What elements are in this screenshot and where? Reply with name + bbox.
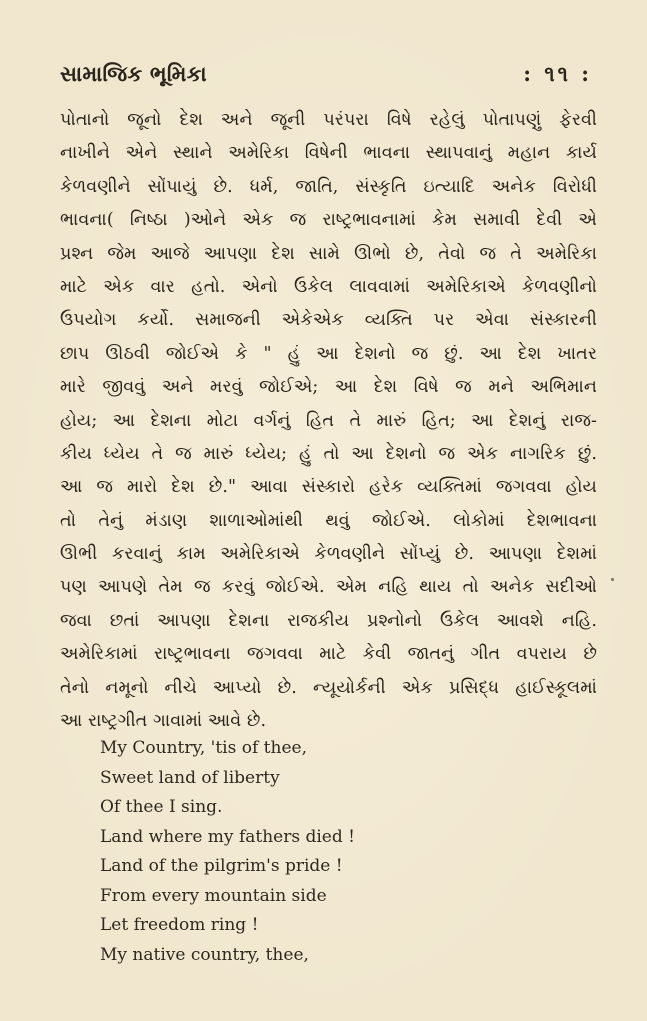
- running-title: સામાજિક ભૂમિકા: [60, 61, 207, 86]
- paragraph-line: ઉપયોગ કર્યો. સમાજની એકેએક વ્યક્તિ પર એવા સંસ્કારની: [60, 310, 597, 331]
- poem-line: My Country, 'tis of thee,: [100, 738, 307, 758]
- paragraph-line: મારે જીવવું અને મરવું જોઈએ; આ દેશ વિષે જ મને અભિમાન: [60, 377, 597, 398]
- paragraph-line: તેનો નમૂનો નીચે આપ્યો છે. ન્યૂયોર્કની એક પ્રસિદ્ધ હાઈસ્કૂલમાં: [60, 677, 597, 698]
- paragraph-line: કેળવણીને સોંપાયું છે. ધર્મ, જાતિ, સંસ્કૃતિ ઇત્યાદિ અનેક વિરોધી: [60, 176, 597, 197]
- poem-line: Land of the pilgrim's pride !: [100, 856, 343, 876]
- paragraph-line: હોય; આ દેશના મોટા વર્ગનું હિત તે મારું હિત; આ દેશનું રાજ-: [60, 410, 597, 431]
- poem-line: Land where my fathers died !: [100, 826, 355, 847]
- page-header: [60, 54, 592, 94]
- poem-line: From every mountain side: [100, 885, 327, 906]
- paper-speck: [611, 578, 614, 581]
- paragraph-line: પણ આપણે તેમ જ કરવું જોઈએ. એમ નહિ થાય તો અનેક સદીઓ: [60, 577, 597, 598]
- paragraph-line: આ જ મારો દેશ છે." આવા સંસ્કારો હરેક વ્યક્તિમાં જગવવા હોય: [60, 477, 597, 498]
- paragraph-line: પ્રશ્ન જેમ આજે આપણા દેશ સામે ઊભો છે, તેવો જ તે અમેરિકા: [60, 243, 597, 264]
- paragraph-line: તો તેનું મંડાણ શાળાઓમાંથી થવું જોઈએ. લોકોમાં દેશભાવના: [60, 510, 597, 531]
- poem-line: Let freedom ring !: [100, 915, 259, 935]
- paragraph-line: ભાવના( નિષ્ઠા )ઓને એક જ રાષ્ટ્રભાવનામાં કેમ સમાવી દેવી એ: [60, 210, 597, 231]
- paragraph-line: નાખીને એને સ્થાને અમેરિકા વિષેની ભાવના સ્થાપવાનું મહાન કાર્ય: [60, 143, 597, 164]
- page-number: : ૧૧ :: [523, 61, 592, 86]
- paragraph-line: છાપ ઊઠવી જોઈએ કે " હું આ દેશનો જ છું. આ દેશ ખાતર: [60, 343, 597, 364]
- poem-line: My native country, thee,: [100, 944, 309, 965]
- paragraph-line: કીય ધ્યેય તે જ મારું ધ્યેય; હું તો આ દેશનો જ એક નાગરિક છું.: [60, 443, 597, 464]
- paragraph-line: ઊભી કરવાનું કામ અમેરિકાએ કેળવણીને સોંપ્યું છે. આપણા દેશમાં: [60, 544, 597, 565]
- paragraph-line: માટે એક વાર હતો. એનો ઉકેલ લાવવામાં અમેરિકાએ કેળવણીનો: [60, 276, 597, 297]
- paragraph-line: આ રાષ્ટ્રગીત ગાવામાં આવે છે.: [60, 711, 267, 732]
- paragraph-line: જવા છતાં આપણા દેશના રાજકીય પ્રશ્નોનો ઉકેલ આવશે નહિ.: [60, 610, 597, 631]
- paragraph-line: પોતાનો જૂનો દેશ અને જૂની પરંપરા વિષે રહેલું પોતાપણું ફેરવી: [60, 110, 597, 130]
- body-paragraph: [60, 104, 597, 738]
- poem-line: Sweet land of liberty: [100, 767, 280, 788]
- anthem-poem: [100, 734, 550, 970]
- paragraph-line: અમેરિકામાં રાષ્ટ્રભાવના જગવવા માટે કેવી જાતનું ગીત વપરાય છે: [60, 644, 597, 665]
- poem-line: Of thee I sing.: [100, 797, 223, 817]
